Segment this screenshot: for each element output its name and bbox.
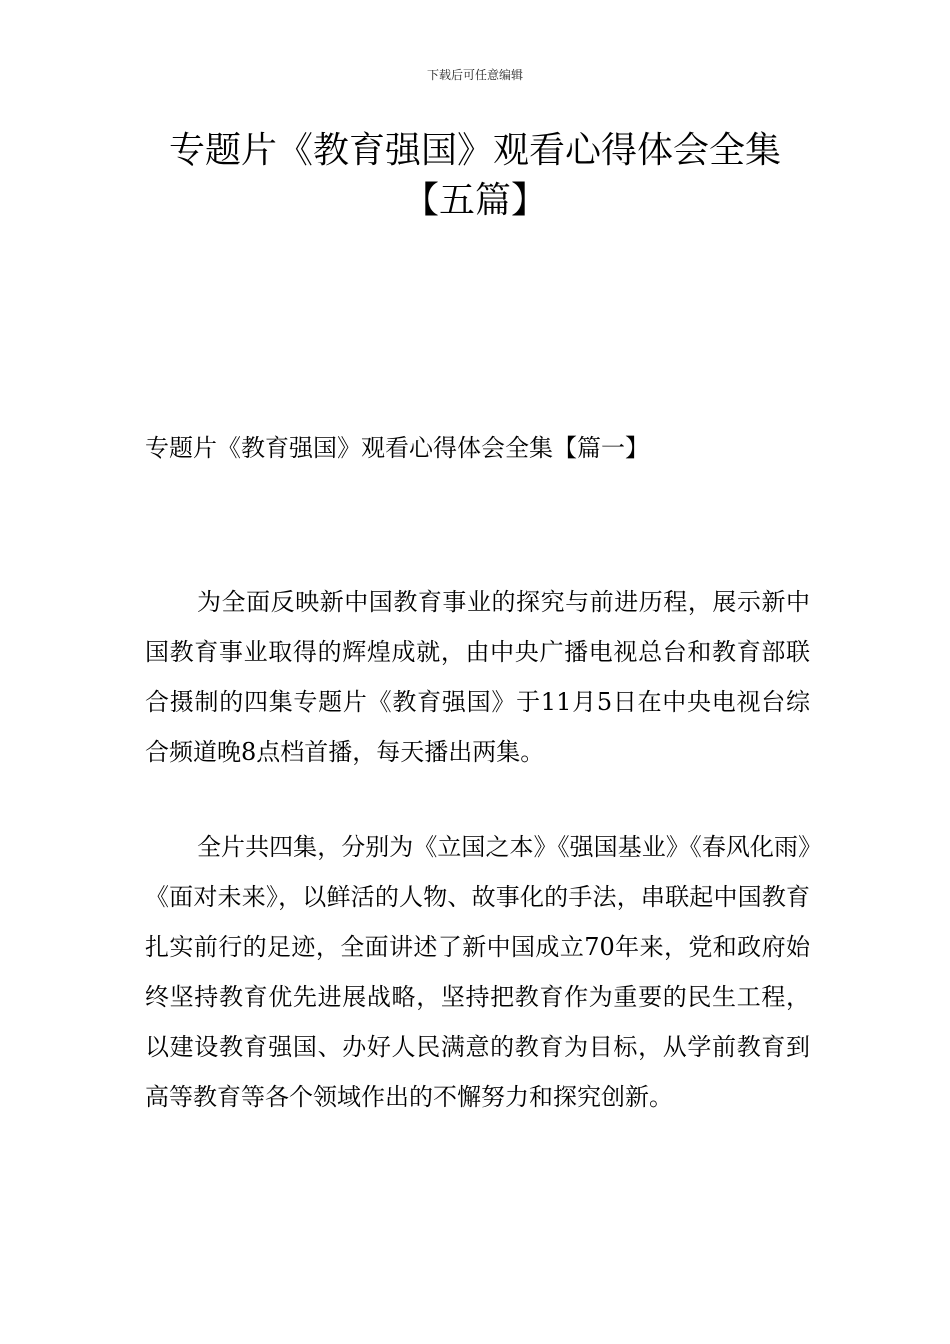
- body-paragraph-2: 全片共四集，分别为《立国之本》《强国基业》《春风化雨》《面对未来》，以鲜活的人物、故事化的手法，串联起中国教育扎实前行的足迹，全面讲述了新中国成立70年来，党和政府始终坚持教育优先进展战略，坚持把教育作为重要的民生工程，以建设教育强国、办好人民满意的教育为目标，从学前教育到高等教育等各个领域作出的不懈努力和探究创新。: [145, 833, 810, 1111]
- document-title-line-1: 专题片《教育强国》观看心得体会全集: [168, 130, 781, 171]
- document-title-line-2: 【五篇】: [402, 180, 547, 221]
- body-paragraph-1: 为全面反映新中国教育事业的探究与前进历程，展示新中国教育事业取得的辉煌成就，由中央广播电视总台和教育部联合摄制的四集专题片《教育强国》于11月5日在中央电视台综合频道晚8点档首播，每天播出两集。: [145, 588, 810, 766]
- header-note: 下载后可任意编辑: [426, 68, 523, 82]
- section-heading: 专题片《教育强国》观看心得体会全集【篇一】: [145, 434, 649, 462]
- document-title: [0, 126, 950, 226]
